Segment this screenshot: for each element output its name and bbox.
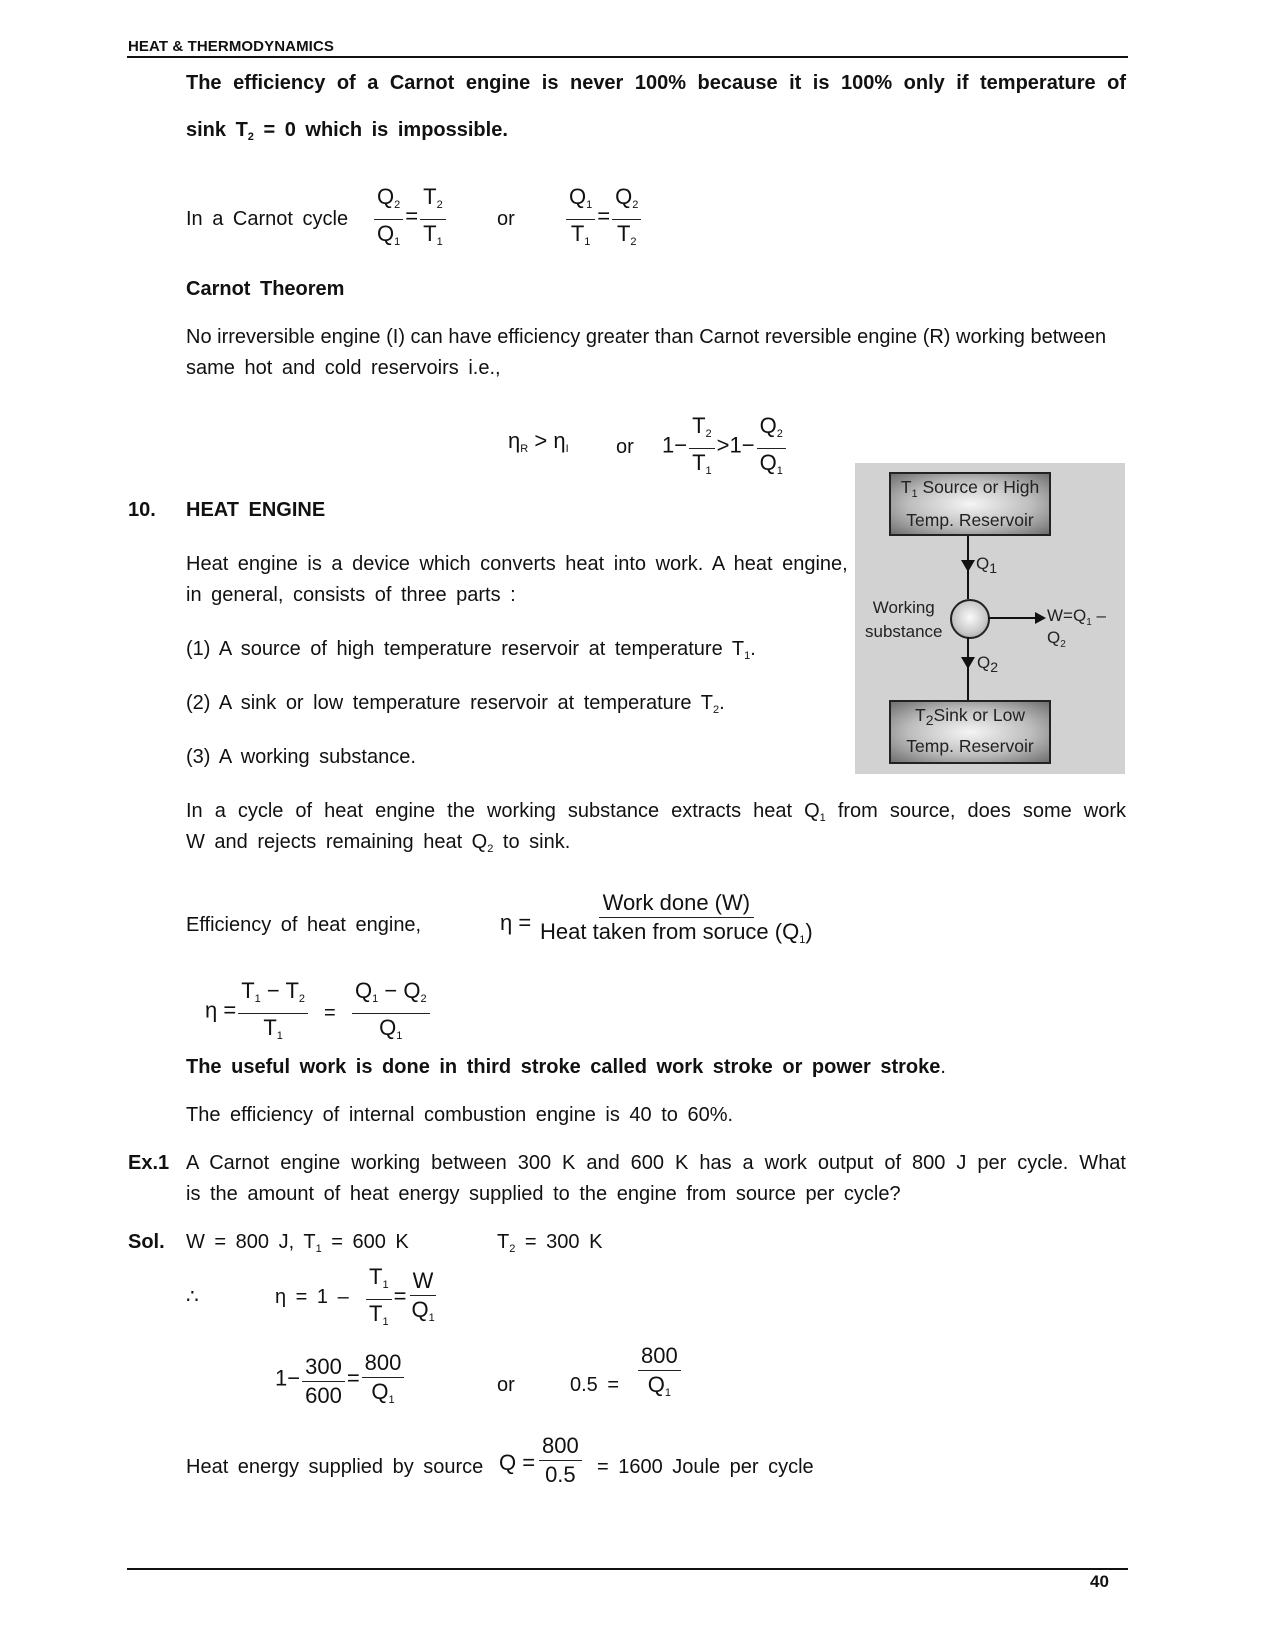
final-q: Q =: [499, 1450, 536, 1475]
fraction: $\frac{T_2}{T_1}$: [689, 412, 715, 485]
eta-symbol: η =: [500, 910, 532, 935]
fraction: $\frac{Q_2}{Q_1}$: [757, 412, 786, 485]
part-3: (3) A working substance.: [186, 746, 416, 768]
carnot-ratio-equation-1: $\frac{Q_2}{Q_1}$ = $\frac{T_2}{T_1}$: [372, 183, 448, 256]
fraction: $\frac{Q_2}{T_2}$: [612, 183, 641, 256]
efficiency-inequality-expanded: 1− $\frac{T_2}{T_1}$ >1− $\frac{Q_2}{Q_1}$: [662, 412, 788, 485]
section-title: HEAT ENGINE: [186, 499, 326, 521]
or-text: or: [616, 436, 634, 458]
given-t2: $T_2 = 300$ K: [497, 1231, 603, 1255]
heat-engine-desc-2: in general, consists of three parts :: [186, 584, 516, 606]
section-number: 10.: [128, 499, 156, 521]
carnot-ratio-equation-2: $\frac{Q_1}{T_1}$ = $\frac{Q_2}{T_2}$: [564, 183, 643, 256]
step-1-equation: 1− $\frac{300}{600}$ = $\frac{800}{Q_1}$: [275, 1349, 406, 1414]
efficiency-temperature-equation: η = $\frac{T_1 - T_2}{T_1}$: [205, 977, 310, 1050]
working-substance-sphere: [950, 599, 990, 639]
fraction: $\frac{800}{Q_1}$: [638, 1342, 681, 1407]
or-text: or: [497, 1374, 515, 1396]
eta-equation-fractions: $\frac{T_1}{T_1}$ = $\frac{W}{Q_1}$: [364, 1263, 440, 1336]
arrow-right-icon: [1035, 612, 1046, 624]
efficiency-inequality: $\eta_R > \eta_I$: [508, 428, 569, 455]
q1-label: $Q_1$: [976, 554, 998, 576]
example-line-2: is the amount of heat energy supplied to the engine from source per cycle?: [186, 1183, 901, 1205]
fraction: $\frac{300}{600}$: [302, 1353, 345, 1410]
running-header: HEAT & THERMODYNAMICS: [128, 38, 334, 55]
part-2: (2) A sink or low temperature reservoir at temperature $T_2$.: [186, 692, 725, 716]
fraction: $\frac{Q_2}{Q_1}$: [374, 183, 403, 256]
source-reservoir-box: $T_1$ Source or High Temp. Reservoir: [889, 472, 1051, 536]
efficiency-heat-equation: [350, 977, 432, 1050]
intro-text: sink T: [186, 119, 248, 141]
fraction: $\frac{T_1}{T_1}$: [366, 1263, 392, 1336]
part-1: (1) A source of high temperature reservoir at temperature $T_1$.: [186, 638, 756, 662]
equals-sign: =: [324, 1002, 336, 1024]
arrow-down-icon: [961, 657, 975, 669]
final-result: = 1600 Joule per cycle: [597, 1456, 814, 1478]
working-substance-label: Working substance: [865, 598, 943, 641]
work-output-line: [988, 617, 1036, 619]
cycle-line-1: In a cycle of heat engine the working substance extracts heat $Q_1$ from source, does some work: [186, 800, 1126, 824]
final-label: Heat energy supplied by source: [186, 1456, 484, 1478]
ic-engine-efficiency: The efficiency of internal combustion engine is 40 to 60%.: [186, 1104, 734, 1126]
carnot-cycle-label: In a Carnot cycle: [186, 208, 349, 230]
theorem-line-1: No irreversible engine (I) can have efficiency greater than Carnot reversible engine (R) working between: [186, 326, 1107, 348]
efficiency-fraction: [535, 889, 818, 954]
example-line-1: A Carnot engine working between 300 K and 600 K has a work output of 800 J per cycle. What: [186, 1152, 1126, 1174]
or-text: or: [497, 208, 515, 230]
q2-label: $Q_2$: [977, 653, 999, 675]
intro-text: = 0 which is impossible.: [253, 119, 508, 141]
intro-line-2: [186, 115, 508, 153]
fraction: $\frac{T_2}{T_1}$: [420, 183, 446, 256]
heat-engine-desc-1: Heat engine is a device which converts heat into work. A heat engine,: [186, 553, 848, 575]
final-fraction: [537, 1432, 584, 1489]
header-rule: [127, 56, 1128, 58]
fraction: $\frac{800}{Q_1}$: [362, 1349, 405, 1414]
example-label: Ex.1: [128, 1152, 170, 1174]
cycle-line-2: W and rejects remaining heat $Q_2$ to sink.: [186, 831, 571, 855]
heat-engine-diagram: [855, 463, 1125, 774]
fraction: $\frac{W}{Q_1}$: [411, 1268, 435, 1324]
step-2-left: 0.5 =: [570, 1374, 620, 1396]
arrow-down-icon: [961, 560, 975, 572]
fraction: $\frac{Q_1 - Q_2}{Q_1}$: [352, 977, 430, 1050]
therefore-symbol: ∴: [186, 1286, 199, 1308]
theorem-line-2: same hot and cold reservoirs i.e.,: [186, 357, 501, 379]
solution-label: Sol.: [128, 1231, 165, 1253]
fraction: $\frac{800}{0.5}$: [539, 1432, 582, 1489]
useful-work-statement: The useful work is done in third stroke called work stroke or power stroke.: [186, 1056, 946, 1078]
sink-reservoir-box: $T_2Sink$ or Low Temp. Reservoir: [889, 700, 1051, 764]
footer-rule: [127, 1568, 1128, 1570]
subscript: 2: [247, 131, 254, 143]
page-number: 40: [1090, 1572, 1109, 1591]
given-values: W = 800 J, $T_1 = 600$ K: [186, 1231, 409, 1255]
fraction: $\frac{T_1 - T_2}{T_1}$: [238, 977, 308, 1050]
fraction: $\frac{\text{Work done (W)}}{Heat taken from soruce (Q_1)}$: [540, 890, 813, 946]
fraction: $\frac{Q_1}{T_1}$: [566, 183, 595, 256]
efficiency-label: Efficiency of heat engine,: [186, 914, 422, 936]
work-label: $W=Q_1 - Q_2$: [1047, 606, 1106, 650]
eta-equation-label: η = 1 –: [275, 1286, 349, 1308]
step-2-fraction: [636, 1342, 683, 1407]
carnot-theorem-heading: Carnot Theorem: [186, 278, 345, 300]
intro-line-1: The efficiency of a Carnot engine is never 100% because it is 100% only if temperature of: [186, 72, 1126, 94]
